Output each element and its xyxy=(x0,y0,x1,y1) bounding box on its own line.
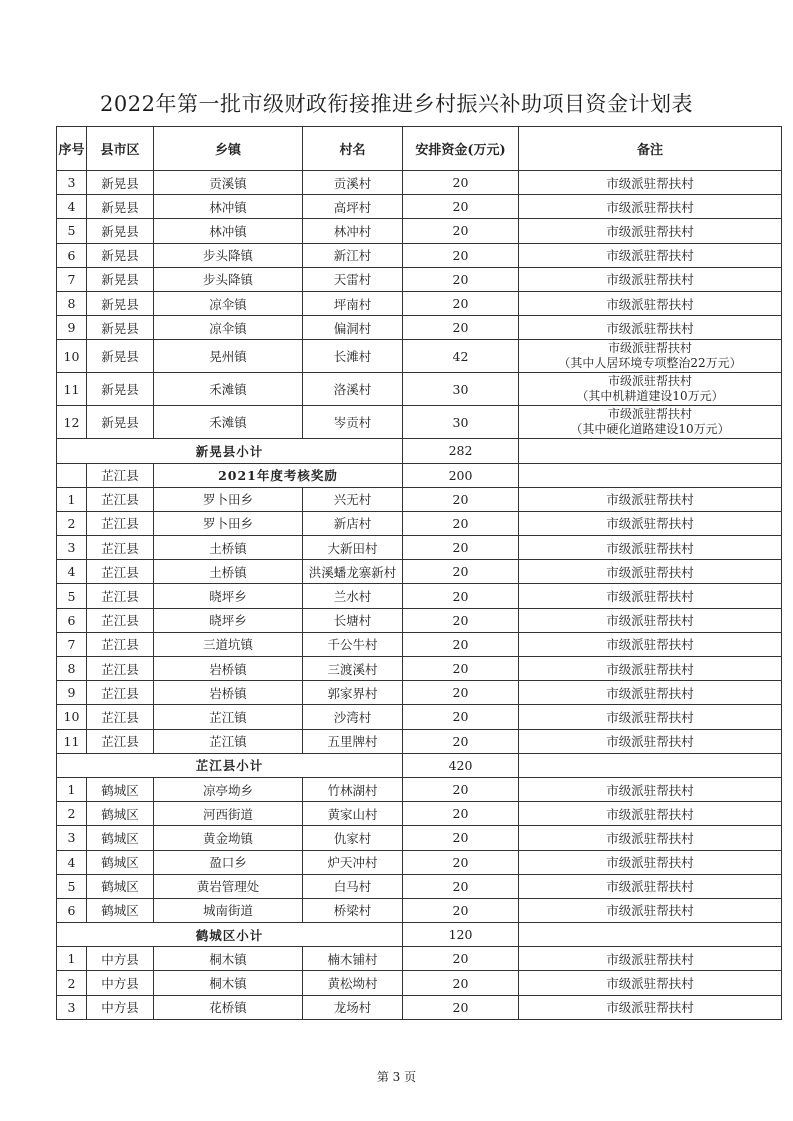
cell-town: 凉伞镇 xyxy=(154,291,303,315)
note-line: 市级派驻帮扶村 xyxy=(607,407,692,422)
note-line: 市级派驻帮扶村 xyxy=(606,492,694,508)
cell-amount: 20 xyxy=(403,971,519,995)
cell-town: 桐木镇 xyxy=(154,971,303,995)
cell-village: 白马村 xyxy=(303,874,403,898)
cell-county: 芷江县 xyxy=(87,560,154,584)
cell-amount: 20 xyxy=(403,802,519,826)
note-line: 市级派驻帮扶村 xyxy=(606,782,694,798)
table-row xyxy=(57,487,782,511)
cell-amount: 30 xyxy=(403,373,519,406)
note-line: 市级派驻帮扶村 xyxy=(606,637,694,653)
cell-note xyxy=(519,511,782,535)
cell-town: 岩桥镇 xyxy=(154,657,303,681)
subtotal-label: 鹤城区小计 xyxy=(57,923,403,947)
subtotal-row xyxy=(57,753,782,777)
cell-town: 罗卜田乡 xyxy=(154,511,303,535)
cell-town: 盈口乡 xyxy=(154,850,303,874)
cell-village: 仇家村 xyxy=(303,826,403,850)
cell-county: 新晃县 xyxy=(87,171,154,195)
cell-note xyxy=(519,947,782,971)
cell-amount: 20 xyxy=(403,681,519,705)
cell-village: 洪溪蟠龙寨新村 xyxy=(303,560,403,584)
table-row xyxy=(57,826,782,850)
note-line: 市级派驻帮扶村 xyxy=(606,855,694,871)
cell-county: 新晃县 xyxy=(87,340,154,373)
note-line: 市级派驻帮扶村 xyxy=(606,199,694,215)
cell-no: 10 xyxy=(57,340,87,373)
cell-county: 新晃县 xyxy=(87,243,154,267)
cell-note xyxy=(519,584,782,608)
cell-town: 城南街道 xyxy=(154,898,303,922)
subtotal-label: 芷江县小计 xyxy=(57,753,403,777)
cell-town: 花桥镇 xyxy=(154,995,303,1019)
subtotal-row xyxy=(57,439,782,463)
cell-village: 五里牌村 xyxy=(303,729,403,753)
cell-village: 新店村 xyxy=(303,511,403,535)
cell-amount: 42 xyxy=(403,340,519,373)
cell-amount: 20 xyxy=(403,316,519,340)
note-line: （其中机耕道建设10万元） xyxy=(576,389,724,404)
cell-note xyxy=(519,705,782,729)
cell-note xyxy=(519,267,782,291)
page-number: 第 3 页 xyxy=(376,1070,417,1084)
cell-town: 晓坪乡 xyxy=(154,584,303,608)
cell-note xyxy=(519,874,782,898)
cell-county: 鹤城区 xyxy=(87,826,154,850)
cell-note xyxy=(519,681,782,705)
cell-amount: 20 xyxy=(403,632,519,656)
cell-no: 11 xyxy=(57,373,87,406)
cell-county: 新晃县 xyxy=(87,291,154,315)
cell-note xyxy=(519,439,782,463)
subtotal-label: 新晃县小计 xyxy=(57,439,403,463)
cell-amount: 20 xyxy=(403,995,519,1019)
note-line: （其中硬化道路建设10万元） xyxy=(570,422,730,437)
cell-no: 3 xyxy=(57,536,87,560)
cell-village: 洛溪村 xyxy=(303,373,403,406)
table-row xyxy=(57,995,782,1019)
note-line: 市级派驻帮扶村 xyxy=(606,516,694,532)
cell-note xyxy=(519,898,782,922)
cell-county: 芷江县 xyxy=(87,705,154,729)
cell-town: 禾滩镇 xyxy=(154,373,303,406)
cell-note xyxy=(519,171,782,195)
cell-no: 6 xyxy=(57,243,87,267)
header-row xyxy=(57,127,782,171)
cell-note xyxy=(519,243,782,267)
cell-no: 2 xyxy=(57,802,87,826)
cell-village: 沙湾村 xyxy=(303,705,403,729)
cell-village: 高坪村 xyxy=(303,195,403,219)
subtotal-row xyxy=(57,923,782,947)
subtotal-amount: 120 xyxy=(403,923,519,947)
cell-town: 芷江镇 xyxy=(154,729,303,753)
cell-note xyxy=(519,560,782,584)
cell-no: 3 xyxy=(57,826,87,850)
cell-village: 龙场村 xyxy=(303,995,403,1019)
cell-no: 1 xyxy=(57,777,87,801)
table-row xyxy=(57,729,782,753)
cell-county: 新晃县 xyxy=(87,195,154,219)
note-line: 市级派驻帮扶村 xyxy=(606,320,694,336)
cell-amount: 20 xyxy=(403,657,519,681)
cell-town: 步头降镇 xyxy=(154,267,303,291)
cell-county: 芷江县 xyxy=(87,657,154,681)
cell-no: 7 xyxy=(57,267,87,291)
note-line: 市级派驻帮扶村 xyxy=(606,540,694,556)
table-row xyxy=(57,608,782,632)
note-line: 市级派驻帮扶村 xyxy=(606,879,694,895)
award-amount: 200 xyxy=(403,463,519,487)
cell-no: 11 xyxy=(57,729,87,753)
cell-town: 步头降镇 xyxy=(154,243,303,267)
table-row xyxy=(57,874,782,898)
cell-note xyxy=(519,826,782,850)
cell-county: 芷江县 xyxy=(87,729,154,753)
note-line: 市级派驻帮扶村 xyxy=(606,296,694,312)
cell-amount: 20 xyxy=(403,777,519,801)
note-line: 市级派驻帮扶村 xyxy=(606,175,694,191)
cell-note xyxy=(519,487,782,511)
cell-village: 新江村 xyxy=(303,243,403,267)
table-row xyxy=(57,971,782,995)
table-row xyxy=(57,802,782,826)
cell-no: 8 xyxy=(57,291,87,315)
cell-amount: 20 xyxy=(403,267,519,291)
table-row xyxy=(57,511,782,535)
cell-note xyxy=(519,406,782,439)
cell-no xyxy=(57,463,87,487)
cell-village: 林冲村 xyxy=(303,219,403,243)
cell-no: 8 xyxy=(57,657,87,681)
cell-county: 芷江县 xyxy=(87,632,154,656)
note-line: 市级派驻帮扶村 xyxy=(606,248,694,264)
cell-county: 鹤城区 xyxy=(87,874,154,898)
cell-no: 5 xyxy=(57,874,87,898)
header-village: 村名 xyxy=(303,127,403,171)
cell-note xyxy=(519,373,782,406)
table-body xyxy=(57,171,782,1020)
cell-no: 2 xyxy=(57,511,87,535)
cell-county: 芷江县 xyxy=(87,487,154,511)
cell-town: 晓坪乡 xyxy=(154,608,303,632)
cell-town: 黄岩管理处 xyxy=(154,874,303,898)
header-amount: 安排资金(万元) xyxy=(403,127,519,171)
cell-village: 郭家界村 xyxy=(303,681,403,705)
cell-note xyxy=(519,316,782,340)
table-row xyxy=(57,340,782,373)
cell-note xyxy=(519,536,782,560)
cell-county: 新晃县 xyxy=(87,267,154,291)
note-line: 市级派驻帮扶村 xyxy=(606,661,694,677)
cell-village: 长塘村 xyxy=(303,608,403,632)
cell-note xyxy=(519,753,782,777)
cell-amount: 20 xyxy=(403,947,519,971)
cell-town: 黄金坳镇 xyxy=(154,826,303,850)
cell-town: 岩桥镇 xyxy=(154,681,303,705)
cell-county: 鹤城区 xyxy=(87,802,154,826)
table-row xyxy=(57,219,782,243)
cell-town: 林冲镇 xyxy=(154,219,303,243)
note-line: 市级派驻帮扶村 xyxy=(606,830,694,846)
cell-village: 竹林湖村 xyxy=(303,777,403,801)
header-note: 备注 xyxy=(519,127,782,171)
cell-amount: 20 xyxy=(403,219,519,243)
note-line: 市级派驻帮扶村 xyxy=(606,709,694,725)
note-line: 市级派驻帮扶村 xyxy=(606,564,694,580)
cell-town: 禾滩镇 xyxy=(154,406,303,439)
cell-note xyxy=(519,608,782,632)
table-row xyxy=(57,316,782,340)
note-line: 市级派驻帮扶村 xyxy=(606,806,694,822)
table-row xyxy=(57,681,782,705)
cell-town: 林冲镇 xyxy=(154,195,303,219)
cell-no: 9 xyxy=(57,316,87,340)
table-row xyxy=(57,171,782,195)
cell-village: 三渡溪村 xyxy=(303,657,403,681)
cell-amount: 20 xyxy=(403,511,519,535)
cell-village: 楠木铺村 xyxy=(303,947,403,971)
note-line: 市级派驻帮扶村 xyxy=(606,976,694,992)
cell-note xyxy=(519,195,782,219)
cell-town: 凉伞镇 xyxy=(154,316,303,340)
cell-amount: 20 xyxy=(403,826,519,850)
cell-village: 岑贡村 xyxy=(303,406,403,439)
note-line: 市级派驻帮扶村 xyxy=(606,589,694,605)
cell-town: 凉亭坳乡 xyxy=(154,777,303,801)
note-line: 市级派驻帮扶村 xyxy=(607,341,692,356)
cell-note xyxy=(519,850,782,874)
cell-county: 芷江县 xyxy=(87,511,154,535)
cell-no: 6 xyxy=(57,608,87,632)
cell-note xyxy=(519,657,782,681)
table-row xyxy=(57,777,782,801)
note-line: 市级派驻帮扶村 xyxy=(606,1000,694,1016)
cell-county: 新晃县 xyxy=(87,219,154,243)
table-row xyxy=(57,850,782,874)
note-line: 市级派驻帮扶村 xyxy=(606,685,694,701)
cell-note xyxy=(519,632,782,656)
cell-town: 罗卜田乡 xyxy=(154,487,303,511)
table-row xyxy=(57,705,782,729)
cell-town: 晃州镇 xyxy=(154,340,303,373)
cell-amount: 20 xyxy=(403,560,519,584)
note-line: 市级派驻帮扶村 xyxy=(606,223,694,239)
cell-amount: 20 xyxy=(403,291,519,315)
subtotal-amount: 282 xyxy=(403,439,519,463)
cell-note xyxy=(519,219,782,243)
cell-amount: 20 xyxy=(403,898,519,922)
table-row xyxy=(57,947,782,971)
cell-amount: 20 xyxy=(403,608,519,632)
cell-no: 1 xyxy=(57,487,87,511)
cell-no: 4 xyxy=(57,560,87,584)
cell-note xyxy=(519,802,782,826)
cell-amount: 20 xyxy=(403,705,519,729)
table-row xyxy=(57,195,782,219)
cell-note xyxy=(519,291,782,315)
cell-note xyxy=(519,923,782,947)
award-label: 2021年度考核奖励 xyxy=(154,463,403,487)
cell-no: 6 xyxy=(57,898,87,922)
cell-town: 桐木镇 xyxy=(154,947,303,971)
note-line: 市级派驻帮扶村 xyxy=(606,903,694,919)
note-line: 市级派驻帮扶村 xyxy=(606,951,694,967)
cell-no: 5 xyxy=(57,584,87,608)
note-line: （其中人居环境专项整治22万元） xyxy=(558,356,742,371)
table-row xyxy=(57,267,782,291)
cell-county: 芷江县 xyxy=(87,536,154,560)
cell-village: 兰水村 xyxy=(303,584,403,608)
cell-amount: 20 xyxy=(403,874,519,898)
cell-note xyxy=(519,777,782,801)
cell-county: 新晃县 xyxy=(87,316,154,340)
cell-village: 桥梁村 xyxy=(303,898,403,922)
cell-note xyxy=(519,995,782,1019)
page-title: 2022年第一批市级财政衔接推进乡村振兴补助项目资金计划表 xyxy=(100,92,693,116)
table-row xyxy=(57,406,782,439)
cell-village: 黄松坳村 xyxy=(303,971,403,995)
cell-county: 新晃县 xyxy=(87,373,154,406)
cell-no: 2 xyxy=(57,971,87,995)
cell-no: 5 xyxy=(57,219,87,243)
cell-amount: 20 xyxy=(403,243,519,267)
cell-no: 12 xyxy=(57,406,87,439)
note-line: 市级派驻帮扶村 xyxy=(606,613,694,629)
table-row xyxy=(57,657,782,681)
cell-county: 中方县 xyxy=(87,971,154,995)
cell-county: 中方县 xyxy=(87,947,154,971)
cell-town: 土桥镇 xyxy=(154,560,303,584)
cell-village: 黄家山村 xyxy=(303,802,403,826)
cell-town: 三道坑镇 xyxy=(154,632,303,656)
note-line: 市级派驻帮扶村 xyxy=(607,374,692,389)
fund-plan-table xyxy=(56,126,782,1020)
cell-no: 1 xyxy=(57,947,87,971)
cell-note xyxy=(519,971,782,995)
subtotal-amount: 420 xyxy=(403,753,519,777)
cell-note xyxy=(519,463,782,487)
cell-town: 芷江镇 xyxy=(154,705,303,729)
cell-no: 3 xyxy=(57,171,87,195)
cell-village: 千公牛村 xyxy=(303,632,403,656)
header-county: 县市区 xyxy=(87,127,154,171)
cell-no: 10 xyxy=(57,705,87,729)
cell-village: 偏洞村 xyxy=(303,316,403,340)
cell-county: 芷江县 xyxy=(87,608,154,632)
cell-county: 芷江县 xyxy=(87,681,154,705)
cell-county: 芷江县 xyxy=(87,463,154,487)
table-row xyxy=(57,560,782,584)
cell-amount: 20 xyxy=(403,729,519,753)
cell-town: 贡溪镇 xyxy=(154,171,303,195)
table-row xyxy=(57,243,782,267)
cell-no: 7 xyxy=(57,632,87,656)
cell-amount: 20 xyxy=(403,195,519,219)
cell-town: 土桥镇 xyxy=(154,536,303,560)
cell-county: 鹤城区 xyxy=(87,850,154,874)
table-row xyxy=(57,536,782,560)
cell-amount: 20 xyxy=(403,584,519,608)
header-town: 乡镇 xyxy=(154,127,303,171)
cell-note xyxy=(519,340,782,373)
cell-note xyxy=(519,729,782,753)
cell-village: 天雷村 xyxy=(303,267,403,291)
cell-village: 长滩村 xyxy=(303,340,403,373)
note-line: 市级派驻帮扶村 xyxy=(606,272,694,288)
table-row xyxy=(57,373,782,406)
cell-county: 中方县 xyxy=(87,995,154,1019)
cell-county: 鹤城区 xyxy=(87,898,154,922)
cell-amount: 20 xyxy=(403,536,519,560)
table-row xyxy=(57,291,782,315)
cell-no: 3 xyxy=(57,995,87,1019)
cell-no: 4 xyxy=(57,195,87,219)
cell-amount: 30 xyxy=(403,406,519,439)
table-row xyxy=(57,632,782,656)
cell-village: 大新田村 xyxy=(303,536,403,560)
header-no: 序号 xyxy=(57,127,87,171)
cell-no: 4 xyxy=(57,850,87,874)
table-row xyxy=(57,584,782,608)
cell-county: 鹤城区 xyxy=(87,777,154,801)
note-line: 市级派驻帮扶村 xyxy=(606,734,694,750)
cell-amount: 20 xyxy=(403,171,519,195)
cell-amount: 20 xyxy=(403,850,519,874)
cell-county: 新晃县 xyxy=(87,406,154,439)
cell-no: 9 xyxy=(57,681,87,705)
cell-amount: 20 xyxy=(403,487,519,511)
table-row xyxy=(57,898,782,922)
cell-village: 炉天冲村 xyxy=(303,850,403,874)
cell-village: 坪南村 xyxy=(303,291,403,315)
cell-town: 河西街道 xyxy=(154,802,303,826)
cell-village: 贡溪村 xyxy=(303,171,403,195)
award-row xyxy=(57,463,782,487)
cell-village: 兴无村 xyxy=(303,487,403,511)
cell-county: 芷江县 xyxy=(87,584,154,608)
